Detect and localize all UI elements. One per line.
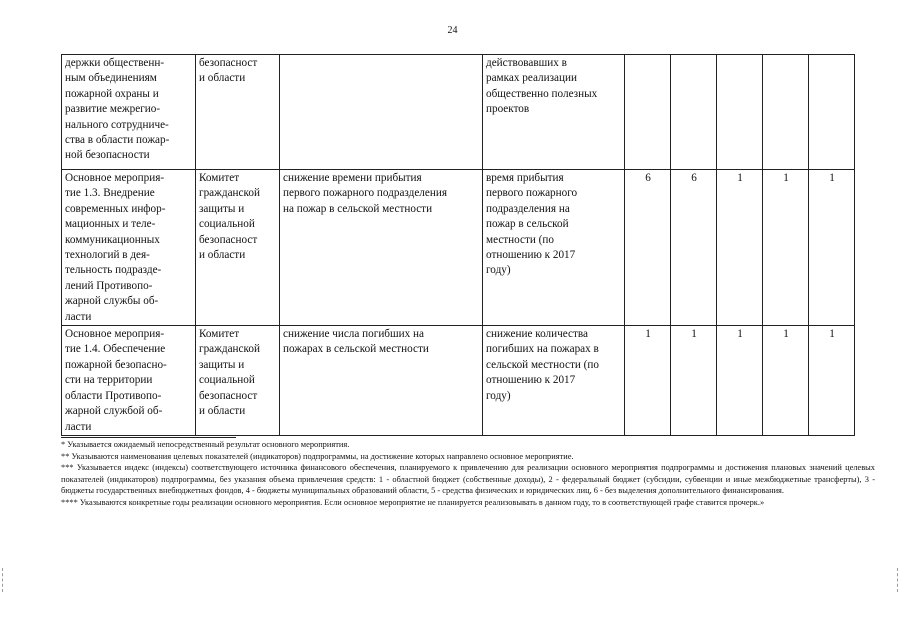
cell-line: области Противопо- xyxy=(65,389,162,402)
table-row xyxy=(62,326,855,436)
cell-line: защиты и xyxy=(199,202,245,215)
result-cell xyxy=(280,326,483,436)
cell-line: Комитет xyxy=(199,172,240,184)
cell-line: пожар в сельской xyxy=(486,218,569,231)
cell-line: социальной xyxy=(199,218,255,231)
table-row xyxy=(62,55,855,170)
year-value-cell: 1 xyxy=(809,170,855,326)
cell-line: лений Противопо- xyxy=(65,279,153,292)
cell-line: ласти xyxy=(65,310,92,323)
footnote-separator xyxy=(61,437,236,438)
year-value-cell xyxy=(625,55,671,170)
cell-line: снижение количества xyxy=(486,328,588,341)
year-value-cell: 6 xyxy=(671,170,717,326)
cell-line: современных инфор- xyxy=(65,202,166,215)
year-value-cell xyxy=(763,55,809,170)
measure-cell xyxy=(62,55,196,170)
footnote-4: **** Указываются конкретные годы реализации основного мероприятия. Если основное мероприятие не планируется реализовывать в данном году, то в соответствующей графе ставится прочерк.» xyxy=(61,497,765,507)
cell-line: действовавших в xyxy=(486,57,567,69)
cell-line: ства в области пожар- xyxy=(65,134,170,147)
cell-line: безопасност xyxy=(199,233,258,246)
cell-line: технологий в дея- xyxy=(65,249,150,262)
cell-line: сти на территории xyxy=(65,374,153,387)
year-value-cell xyxy=(717,55,763,170)
cell-line: отношению к 2017 xyxy=(486,249,576,262)
year-value-cell: 1 xyxy=(671,326,717,436)
cell-line: безопасност xyxy=(199,389,258,402)
scan-margin-mark xyxy=(2,568,7,592)
cell-line: проектов xyxy=(486,103,530,116)
cell-line: первого пожарного подразделения xyxy=(283,187,447,200)
cell-line: коммуникационных xyxy=(65,233,160,246)
cell-line: рамках реализации xyxy=(486,72,577,85)
executor-cell xyxy=(196,55,280,170)
page-number: 24 xyxy=(447,25,458,36)
cell-line: ным объединениям xyxy=(65,72,157,85)
year-value-cell: 1 xyxy=(625,326,671,436)
year-value-cell xyxy=(809,55,855,170)
footnote-1: * Указывается ожидаемый непосредственный результат основного мероприятия. xyxy=(61,440,350,449)
cell-line: ной безопасности xyxy=(65,149,150,162)
executor-cell xyxy=(196,170,280,326)
cell-line: тие 1.4. Обеспечение xyxy=(65,343,166,356)
cell-line: ласти xyxy=(65,420,92,433)
cell-line: на пожар в сельской местности xyxy=(283,202,433,215)
footnote-3: *** Указывается индекс (индексы) соответствующего источника финансового обеспечения, планируемого к привлечению для реализации основного мероприятия подпрограммы и достижения плановых значений целевых показателей (индикаторов) подпрограммы, без указания объема привлечения средств: 1 - областной бюджет (собственные доходы), 2 - федеральный бюджет (субсидии, субвенции и иные межбюджетные трансферты), 3 - бюджеты государственных внебюджетных фондов, 4 - бюджеты муниципальных образований области, 5 - средства физических и юридических лиц, 6 - без выделения дополнительного финансирования. xyxy=(61,463,875,496)
cell-line: пожарной безопасно- xyxy=(65,358,167,371)
cell-line: снижение времени прибытия xyxy=(283,172,422,184)
cell-line: погибших на пожарах в xyxy=(486,343,599,356)
cell-line: социальной xyxy=(199,374,255,387)
cell-line: и области xyxy=(199,249,246,262)
result-cell xyxy=(280,170,483,326)
cell-line: держки общественн- xyxy=(65,57,165,69)
measures-table xyxy=(61,54,855,436)
cell-line: Основное мероприя- xyxy=(65,172,165,184)
cell-line: пожарной охраны и xyxy=(65,87,159,100)
cell-line: подразделения на xyxy=(486,202,570,215)
footnote-2: ** Указываются наименования целевых показателей (индикаторов) подпрограммы, на достижение которых направлено основное мероприятие. xyxy=(61,451,574,461)
indicator-cell xyxy=(483,326,625,436)
year-value-cell: 1 xyxy=(809,326,855,436)
scan-margin-mark-right xyxy=(897,568,902,592)
year-value-cell: 1 xyxy=(763,170,809,326)
cell-line: тие 1.3. Внедрение xyxy=(65,187,155,200)
cell-line: развитие межрегио- xyxy=(65,103,161,116)
cell-line: Комитет xyxy=(199,328,240,341)
cell-line: жарной службы об- xyxy=(65,295,159,308)
year-value-cell: 1 xyxy=(763,326,809,436)
cell-line: Основное мероприя- xyxy=(65,328,165,341)
indicator-cell xyxy=(483,170,625,326)
cell-line: гражданской xyxy=(199,187,260,200)
cell-line: местности (по xyxy=(486,233,554,246)
result-cell xyxy=(280,55,483,170)
cell-line: время прибытия xyxy=(486,172,564,184)
cell-line: защиты и xyxy=(199,358,245,371)
cell-line: первого пожарного xyxy=(486,187,578,200)
cell-line: общественно полезных xyxy=(486,87,598,100)
measure-cell xyxy=(62,326,196,436)
cell-line: безопасност xyxy=(199,57,258,69)
cell-line: нального сотрудниче- xyxy=(65,118,169,131)
cell-line: и области xyxy=(199,72,246,85)
cell-line: гражданской xyxy=(199,343,260,356)
cell-line: году) xyxy=(486,264,511,277)
year-value-cell: 1 xyxy=(717,170,763,326)
cell-line: снижение числа погибших на xyxy=(283,328,424,341)
cell-line: жарной службой об- xyxy=(65,405,163,418)
cell-line: и области xyxy=(199,405,246,418)
executor-cell xyxy=(196,326,280,436)
cell-line: тельность подразде- xyxy=(65,264,162,277)
cell-line: мационных и теле- xyxy=(65,218,156,231)
cell-line: отношению к 2017 xyxy=(486,374,576,387)
measure-cell xyxy=(62,170,196,326)
cell-line: сельской местности (по xyxy=(486,358,599,371)
footnotes xyxy=(61,439,875,509)
indicator-cell xyxy=(483,55,625,170)
year-value-cell xyxy=(671,55,717,170)
year-value-cell: 6 xyxy=(625,170,671,326)
year-value-cell: 1 xyxy=(717,326,763,436)
table-row xyxy=(62,170,855,326)
cell-line: пожарах в сельской местности xyxy=(283,343,429,356)
cell-line: году) xyxy=(486,389,511,402)
